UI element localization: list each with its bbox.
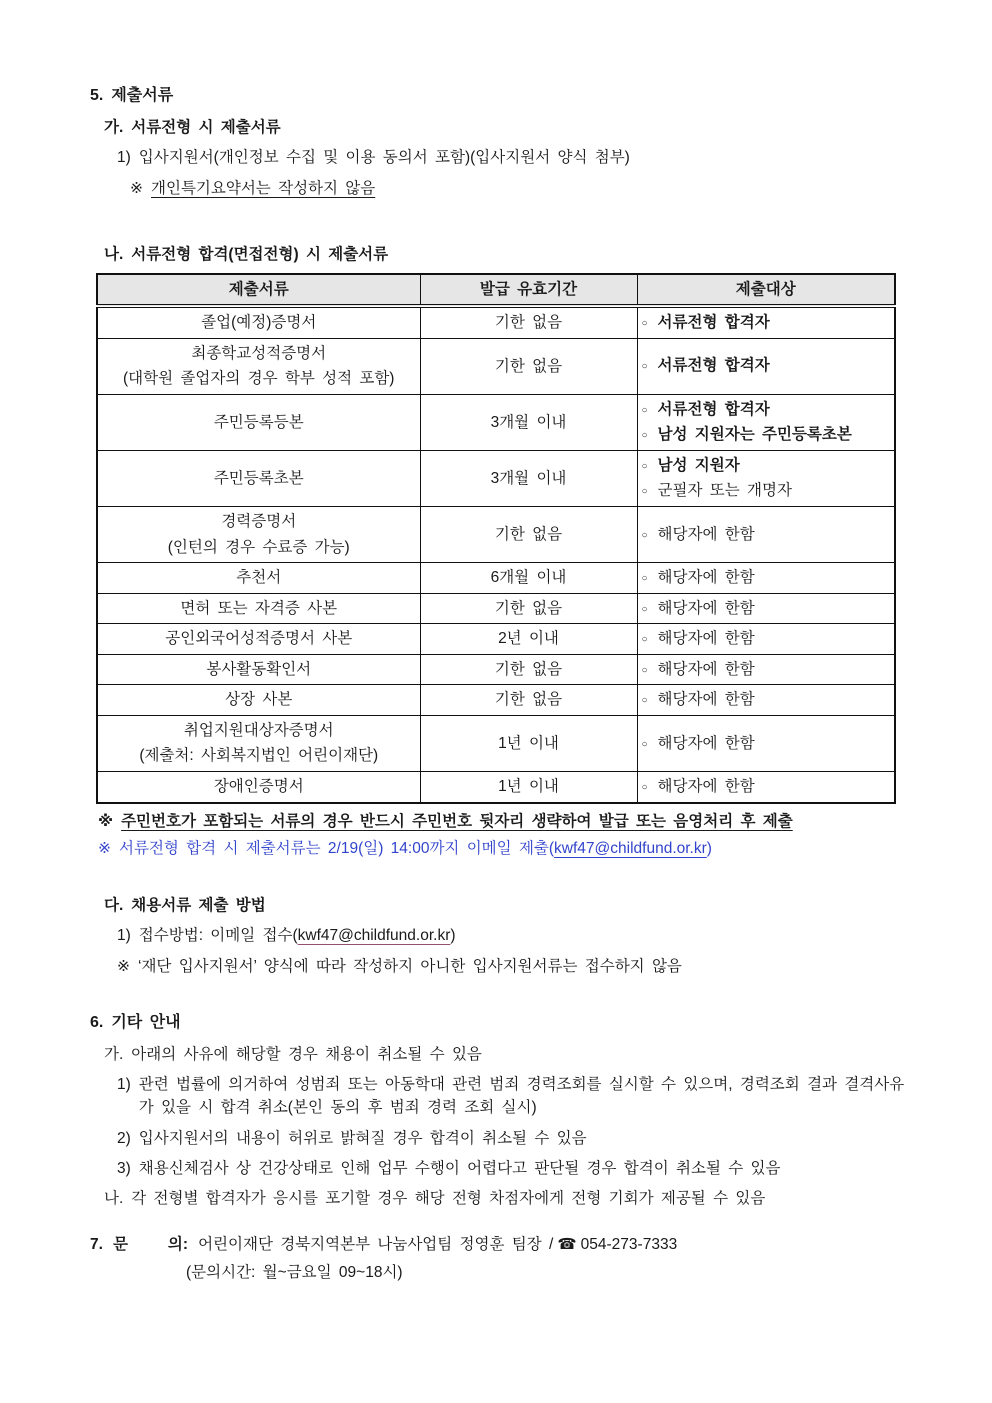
table-row	[97, 654, 895, 685]
table-row	[97, 394, 895, 450]
doc-period: 1년 이내	[420, 715, 637, 771]
note-mark: ※	[98, 812, 114, 830]
doc-name: 졸업(예정)증명서	[97, 306, 420, 338]
section5c-heading	[104, 894, 906, 917]
circle-bullet-icon: ○	[641, 738, 648, 750]
section5c-note: ※ ‘재단 입사지원서’ 양식에 따라 작성하지 아니한 입사지원서류는 접수하지 않음	[117, 955, 906, 978]
phone-icon: ☎	[557, 1236, 577, 1254]
section6-item3: 3) 채용신체검사 상 건강상태로 인해 업무 수행이 어렵다고 판단될 경우 합격이 취소될 수 있음	[117, 1157, 906, 1180]
doc-period: 기한 없음	[420, 306, 637, 338]
doc-name: 주민등록초본	[97, 450, 420, 506]
table-row	[97, 306, 895, 338]
doc-name: 추천서	[97, 563, 420, 594]
item-text: 입사지원서(개인정보 수집 및 이용 동의서 포함)(입사지원서 양식 첨부)	[138, 149, 630, 167]
circle-bullet-icon: ○	[641, 460, 648, 472]
doc-target: ○ 서류전형 합격자	[637, 338, 895, 394]
doc-period: 2년 이내	[420, 624, 637, 655]
doc-period: 3개월 이내	[420, 394, 637, 450]
section5a-note	[130, 177, 906, 200]
contact-text: 어린이재단 경북지역본부 나눔사업팀 정영훈 팀장 /	[198, 1236, 554, 1254]
section7-contact-line	[90, 1233, 906, 1256]
doc-target: ○ 해당자에 한함	[637, 715, 895, 771]
section5c-label: 다.	[104, 897, 124, 915]
doc-period: 기한 없음	[420, 338, 637, 394]
table-row	[97, 506, 895, 562]
section5c-title: 채용서류 제출 방법	[131, 897, 266, 915]
section7-label: 의:	[167, 1236, 189, 1254]
spacer	[90, 207, 906, 243]
table-row	[97, 685, 895, 716]
table-row	[97, 772, 895, 803]
doc-name: 공인외국어성적증명서 사본	[97, 624, 420, 655]
circle-bullet-icon: ○	[641, 695, 648, 707]
doc-period: 기한 없음	[420, 654, 637, 685]
section5-heading	[90, 84, 906, 108]
phone-number: 054-273-7333	[580, 1236, 678, 1254]
note-mark: ※	[98, 839, 111, 857]
table-note-resident-number: ※ 주민번호가 포함되는 서류의 경우 반드시 주민번호 뒷자리 생략하여 발급 또는 음영처리 후 제출	[98, 810, 906, 833]
doc-name: 면허 또는 자격증 사본	[97, 593, 420, 624]
section7-number: 7.	[90, 1236, 103, 1254]
section6-number: 6.	[90, 1013, 104, 1031]
table-row	[97, 715, 895, 771]
item-number: 1)	[117, 149, 131, 167]
circle-bullet-icon: ○	[641, 573, 648, 585]
note-text: 개인특기요약서는 작성하지 않음	[151, 179, 376, 197]
section6b-label: 나.	[104, 1190, 124, 1208]
doc-name: 최종학교성적증명서 (대학원 졸업자의 경우 학부 성적 포함)	[97, 338, 420, 394]
section5b-title: 서류전형 합격(면접전형) 시 제출서류	[131, 245, 389, 263]
section6b: 나. 각 전형별 합격자가 응시를 포기할 경우 해당 전형 차점자에게 전형 기회가 제공될 수 있음	[104, 1187, 906, 1210]
item-number: 1)	[117, 927, 131, 945]
section5-number: 5.	[90, 87, 104, 104]
section5a-title: 서류전형 시 제출서류	[131, 119, 281, 136]
item-number: 2)	[117, 1129, 131, 1147]
section5-title: 제출서류	[111, 87, 174, 104]
circle-bullet-icon: ○	[641, 603, 648, 615]
table-row	[97, 593, 895, 624]
doc-name: 봉사활동확인서	[97, 654, 420, 685]
section5a-heading	[104, 116, 906, 139]
note-mark: ※	[130, 179, 143, 197]
doc-period: 1년 이내	[420, 772, 637, 803]
email-link[interactable]: kwf47@childfund.or.kr	[554, 839, 707, 857]
doc-period: 기한 없음	[420, 593, 637, 624]
doc-target: ○ 해당자에 한함	[637, 593, 895, 624]
doc-target: ○ 해당자에 한함	[637, 654, 895, 685]
spacer	[128, 1233, 168, 1256]
header-target: 제출대상	[637, 274, 895, 306]
circle-bullet-icon: ○	[641, 318, 648, 329]
table-row	[97, 624, 895, 655]
note-mark: ※	[117, 957, 130, 975]
section5b-label: 나.	[104, 245, 124, 263]
circle-bullet-icon: ○	[641, 664, 648, 676]
section6-title: 기타 안내	[111, 1013, 181, 1031]
doc-target: ○ 해당자에 한함	[637, 506, 895, 562]
doc-name: 주민등록등본	[97, 394, 420, 450]
section6-heading	[90, 1011, 906, 1035]
table-row	[97, 338, 895, 394]
section6a-label: 가.	[104, 1045, 124, 1063]
item-number: 1)	[117, 1076, 131, 1094]
doc-target: ○ 해당자에 한함	[637, 624, 895, 655]
circle-bullet-icon: ○	[641, 782, 648, 793]
doc-name: 상장 사본	[97, 685, 420, 716]
section5b-heading	[104, 243, 906, 266]
table-note-deadline: ※ 서류전형 합격 시 제출서류는 2/19(일) 14:00까지 이메일 제출(kwf47@childfund.or.kr)	[98, 837, 906, 860]
section6a: 가. 아래의 사유에 해당할 경우 채용이 취소될 수 있음	[104, 1043, 906, 1066]
spacer	[90, 1217, 906, 1233]
circle-bullet-icon: ○	[641, 529, 648, 541]
doc-target: ○ 서류전형 합격자	[637, 306, 895, 338]
section5c-item1: 1) 접수방법: 이메일 접수(kwf47@childfund.or.kr)	[117, 924, 906, 947]
email-link[interactable]: kwf47@childfund.or.kr	[297, 927, 451, 945]
section7-label: 문	[112, 1236, 128, 1254]
header-document: 제출서류	[97, 274, 420, 306]
table-row	[97, 563, 895, 594]
table-header-row	[97, 274, 895, 306]
doc-period: 기한 없음	[420, 685, 637, 716]
contact-hours: (문의시간: 월~금요일 09~18시)	[186, 1263, 403, 1281]
section6-item2: 2) 입사지원서의 내용이 허위로 밝혀질 경우 합격이 취소될 수 있음	[117, 1127, 906, 1150]
circle-bullet-icon: ○	[641, 634, 648, 646]
doc-name: 장애인증명서	[97, 772, 420, 803]
circle-bullet-icon: ○	[641, 430, 648, 442]
spacer	[90, 985, 906, 1011]
doc-name: 취업지원대상자증명서 (제출처: 사회복지법인 어린이재단)	[97, 715, 420, 771]
doc-period: 기한 없음	[420, 506, 637, 562]
circle-bullet-icon: ○	[641, 404, 648, 416]
section6-item1: 1) 관련 법률에 의거하여 성범죄 또는 아동학대 관련 범죄 경력조회를 실시할 수 있으며, 경력조회 결과 결격사유가 있을 시 합격 취소(본인 동의 후 범죄 경력 조회 실시)	[117, 1073, 906, 1120]
doc-target: ○ 해당자에 한함	[637, 772, 895, 803]
submission-documents-table	[96, 273, 896, 804]
doc-target: ○ 서류전형 합격자 ○ 남성 지원자는 주민등록초본	[637, 394, 895, 450]
doc-period: 6개월 이내	[420, 563, 637, 594]
circle-bullet-icon: ○	[641, 361, 648, 373]
section5a-item1	[117, 146, 906, 169]
item-number: 3)	[117, 1159, 131, 1177]
doc-name: 경력증명서 (인턴의 경우 수료증 가능)	[97, 506, 420, 562]
header-validity: 발급 유효기간	[420, 274, 637, 306]
doc-target: ○ 남성 지원자 ○ 군필자 또는 개명자	[637, 450, 895, 506]
doc-target: ○ 해당자에 한함	[637, 563, 895, 594]
doc-period: 3개월 이내	[420, 450, 637, 506]
section5a-label: 가.	[104, 119, 124, 136]
circle-bullet-icon: ○	[641, 486, 648, 498]
table-row	[97, 450, 895, 506]
doc-target: ○ 해당자에 한함	[637, 685, 895, 716]
